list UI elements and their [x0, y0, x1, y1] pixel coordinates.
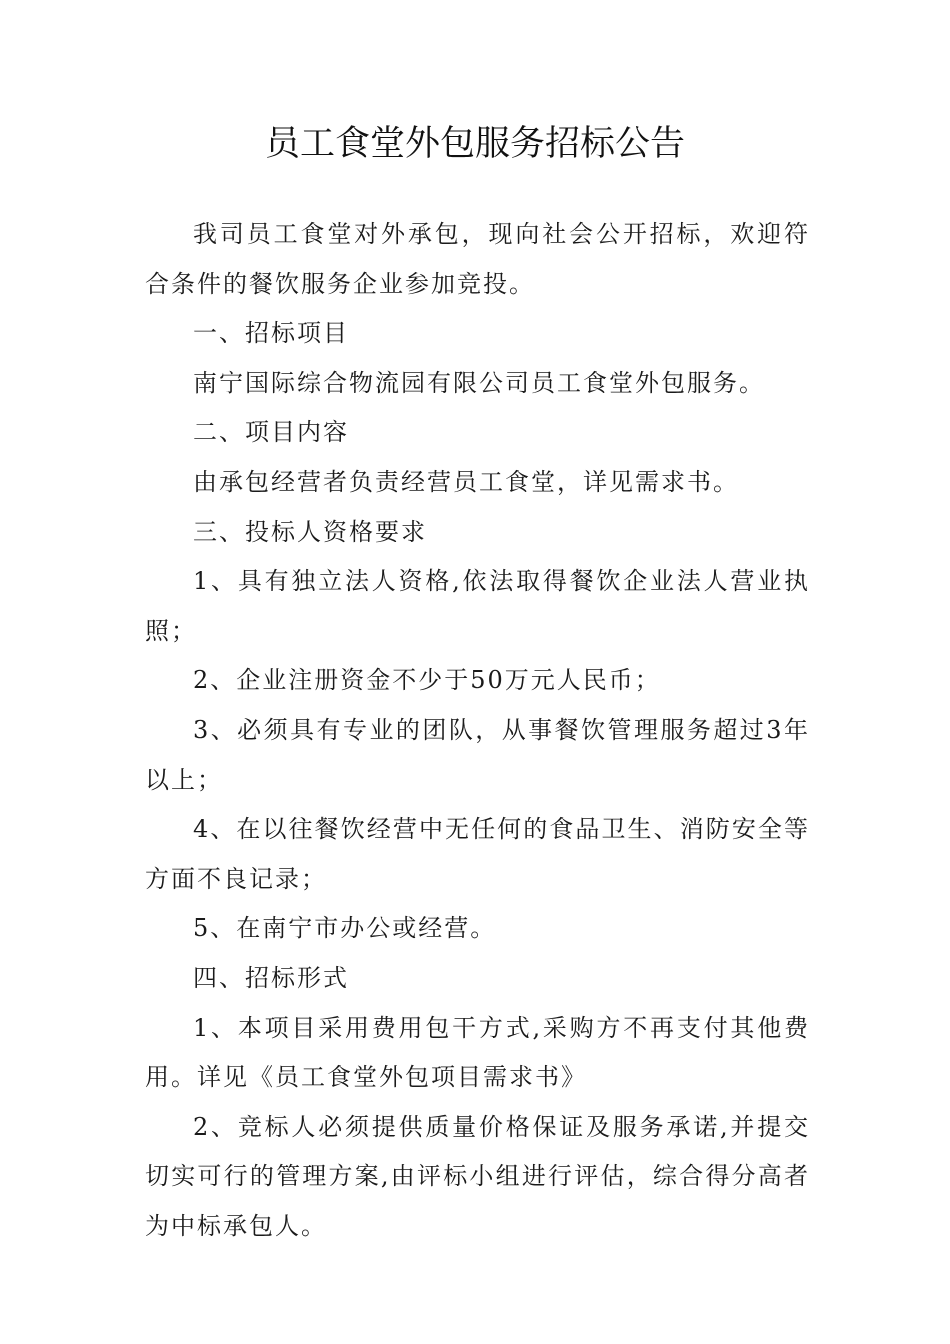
section-heading-3: 三、投标人资格要求 — [193, 517, 427, 546]
paragraph: 由承包经营者负责经营员工食堂，详见需求书。 — [193, 467, 739, 496]
list-item: 4、在以往餐饮经营中无任何的食品卫生、消防安全等方面不良记录； — [145, 815, 810, 893]
section-heading-4: 四、招标形式 — [193, 963, 349, 992]
paragraph: 南宁国际综合物流园有限公司员工食堂外包服务。 — [193, 368, 765, 397]
document-title: 员工食堂外包服务招标公告 — [264, 124, 685, 164]
section-heading-1: 一、招标项目 — [193, 319, 349, 348]
paragraph-intro: 我司员工食堂对外承包，现向社会公开招标，欢迎符合条件的餐饮服务企业参加竞投。 — [145, 220, 810, 298]
section-heading-2: 二、项目内容 — [193, 418, 349, 447]
list-item: 1、具有独立法人资格,依法取得餐饮企业法人营业执照； — [145, 567, 810, 645]
list-item: 2、竞标人必须提供质量价格保证及服务承诺,并提交切实可行的管理方案,由评标小组进行评估，综合得分高者为中标承包人。 — [145, 1112, 810, 1240]
list-item: 2、企业注册资金不少于50万元人民币； — [193, 666, 661, 695]
list-item: 3、必须具有专业的团队，从事餐饮管理服务超过3年以上； — [145, 715, 810, 794]
list-item: 5、在南宁市办公或经营。 — [193, 914, 497, 943]
list-item: 1、本项目采用费用包干方式,采购方不再支付其他费用。详见《员工食堂外包项目需求书》 — [145, 1013, 810, 1092]
document-body — [145, 210, 810, 1251]
